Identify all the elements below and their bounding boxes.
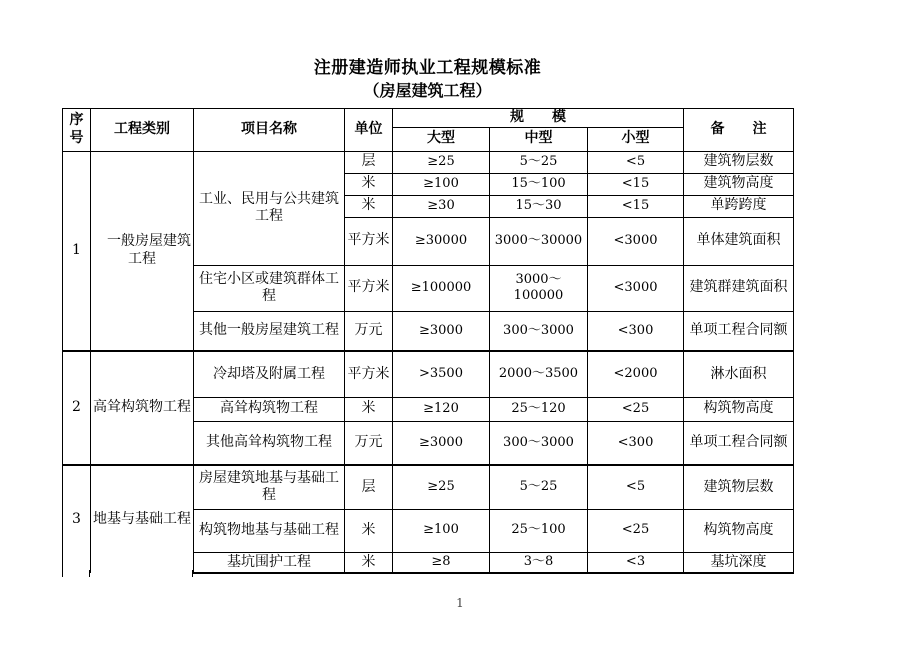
cell-remark: 单体建筑面积 xyxy=(684,217,794,265)
cell-unit: 层 xyxy=(345,151,393,173)
table-row xyxy=(63,351,794,397)
cell-category: 地基与基础工程 xyxy=(91,465,194,573)
cell-scale-large: ≥25 xyxy=(393,151,490,173)
cell-remark: 建筑物高度 xyxy=(684,173,794,195)
cell-remark: 淋水面积 xyxy=(684,351,794,397)
cell-scale-small: <5 xyxy=(588,151,684,173)
cell-scale-small: <15 xyxy=(588,195,684,217)
cell-remark: 建筑物层数 xyxy=(684,465,794,509)
cell-project: 冷却塔及附属工程 xyxy=(194,351,345,397)
cell-scale-small: <300 xyxy=(588,311,684,351)
cell-scale-small: <25 xyxy=(588,397,684,421)
col-header-project: 项目名称 xyxy=(194,109,345,152)
cell-unit: 万元 xyxy=(345,311,393,351)
cell-project: 房屋建筑地基与基础工程 xyxy=(194,465,345,509)
cell-scale-large: ≥100000 xyxy=(393,265,490,311)
cell-unit: 平方米 xyxy=(345,217,393,265)
col-header-remark: 备 注 xyxy=(684,109,794,152)
cell-project: 住宅小区或建筑群体工程 xyxy=(194,265,345,311)
cell-scale-small: <3000 xyxy=(588,217,684,265)
cell-scale-medium: 3000～30000 xyxy=(490,217,588,265)
title-block xyxy=(62,57,793,101)
cell-unit: 米 xyxy=(345,397,393,421)
cell-remark: 构筑物高度 xyxy=(684,509,794,552)
cell-project: 高耸构筑物工程 xyxy=(194,397,345,421)
table-row xyxy=(63,465,794,509)
cell-category: 高耸构筑物工程 xyxy=(91,351,194,465)
col-header-scale-large: 大型 xyxy=(393,127,490,151)
page-subtitle: （房屋建筑工程） xyxy=(363,81,492,100)
cell-scale-large: ≥100 xyxy=(393,173,490,195)
cell-unit: 米 xyxy=(345,195,393,217)
cell-scale-large: ≥30 xyxy=(393,195,490,217)
page-break-line xyxy=(62,570,63,577)
scale-standard-table xyxy=(62,108,794,574)
cell-scale-medium: 5～25 xyxy=(490,465,588,509)
cell-unit: 米 xyxy=(345,173,393,195)
cell-scale-small: <3 xyxy=(588,552,684,573)
cell-unit: 平方米 xyxy=(345,351,393,397)
cell-scale-medium: 25～100 xyxy=(490,509,588,552)
cell-unit: 米 xyxy=(345,552,393,573)
col-header-scale-medium: 中型 xyxy=(490,127,588,151)
cell-unit: 层 xyxy=(345,465,393,509)
cell-scale-small: <5 xyxy=(588,465,684,509)
cell-project: 其他高耸构筑物工程 xyxy=(194,421,345,465)
cell-scale-large: ≥25 xyxy=(393,465,490,509)
cell-scale-medium: 3000～100000 xyxy=(490,265,588,311)
cell-project: 工业、民用与公共建筑工程 xyxy=(194,151,345,265)
cell-scale-small: <300 xyxy=(588,421,684,465)
table-row xyxy=(63,151,794,173)
cell-scale-medium: 15～30 xyxy=(490,195,588,217)
cell-project: 其他一般房屋建筑工程 xyxy=(194,311,345,351)
cell-unit: 平方米 xyxy=(345,265,393,311)
page-break-line xyxy=(192,570,193,577)
cell-scale-small: <2000 xyxy=(588,351,684,397)
cell-category: 一般房屋建筑工程 xyxy=(91,151,194,351)
cell-section-no: 1 xyxy=(63,151,91,351)
cell-scale-large: ≥8 xyxy=(393,552,490,573)
cell-section-no: 2 xyxy=(63,351,91,465)
cell-scale-medium: 300～3000 xyxy=(490,421,588,465)
col-header-category: 工程类别 xyxy=(91,109,194,152)
cell-section-no: 3 xyxy=(63,465,91,573)
cell-remark: 单跨跨度 xyxy=(684,195,794,217)
cell-remark: 构筑物高度 xyxy=(684,397,794,421)
cell-remark: 建筑物层数 xyxy=(684,151,794,173)
cell-scale-medium: 15～100 xyxy=(490,173,588,195)
col-header-unit: 单位 xyxy=(345,109,393,152)
cell-remark: 基坑深度 xyxy=(684,552,794,573)
cell-scale-medium: 300～3000 xyxy=(490,311,588,351)
cell-project: 基坑围护工程 xyxy=(194,552,345,573)
cell-scale-small: <15 xyxy=(588,173,684,195)
page-title: 注册建造师执业工程规模标准 xyxy=(313,58,542,78)
cell-scale-medium: 2000～3500 xyxy=(490,351,588,397)
col-header-scale: 规 模 xyxy=(393,109,684,128)
cell-scale-medium: 25～120 xyxy=(490,397,588,421)
cell-scale-small: <3000 xyxy=(588,265,684,311)
cell-remark: 建筑群建筑面积 xyxy=(684,265,794,311)
cell-scale-small: <25 xyxy=(588,509,684,552)
cell-remark: 单项工程合同额 xyxy=(684,421,794,465)
col-header-index: 序号 xyxy=(63,109,91,152)
col-header-scale-small: 小型 xyxy=(588,127,684,151)
cell-scale-large: ≥100 xyxy=(393,509,490,552)
header-row-1 xyxy=(63,109,794,128)
cell-scale-large: ≥3000 xyxy=(393,311,490,351)
cell-scale-large: ≥120 xyxy=(393,397,490,421)
cell-unit: 万元 xyxy=(345,421,393,465)
cell-scale-large: ≥3000 xyxy=(393,421,490,465)
page-break-line xyxy=(89,570,90,577)
cell-scale-large: ≥30000 xyxy=(393,217,490,265)
cell-scale-medium: 3～8 xyxy=(490,552,588,573)
cell-scale-large: >3500 xyxy=(393,351,490,397)
page-number: 1 xyxy=(456,596,464,610)
cell-remark: 单项工程合同额 xyxy=(684,311,794,351)
cell-project: 构筑物地基与基础工程 xyxy=(194,509,345,552)
cell-unit: 米 xyxy=(345,509,393,552)
cell-scale-medium: 5～25 xyxy=(490,151,588,173)
